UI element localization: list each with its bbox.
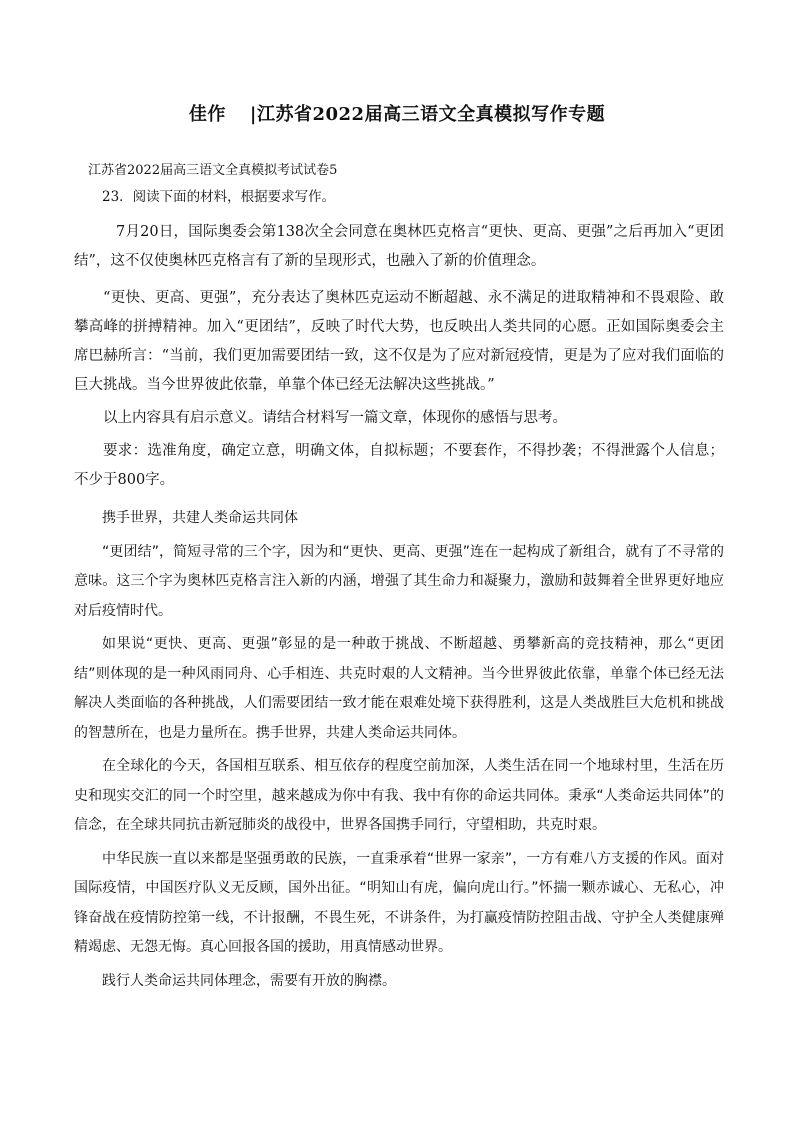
essay-paragraph-5: 践行人类命运共同体理念，需要有开放的胸襟。 xyxy=(102,972,396,989)
essay-paragraph-3: 在全球化的今天，各国相互联系、相互依存的程度空前加深，人类生活在同一个地球村里，生活在历史和现实交汇的同一个时空里，越来越成为你中有我、我中有你的命运共同体。秉承“人类命运共同体”的信念，在全球共同抗击新冠肺炎的战役中，世界各国携手同行，守望相助，共克时艰。 xyxy=(74,758,724,833)
page-title xyxy=(0,100,794,126)
question-number: 23．阅读下面的材料，根据要求写作。 xyxy=(102,189,336,205)
material-block xyxy=(74,218,724,495)
material-paragraph-3: 以上内容具有启示意义。请结合材料写一篇文章，体现你的感悟与思考。 xyxy=(103,410,567,426)
essay-paragraph-2: 如果说“更快、更高、更强”彰显的是一种敢于挑战、不断超越、勇攀新高的竞技精神，那么“更团结”则体现的是一种风雨同舟、心手相连、共克时艰的人文精神。当今世界彼此依靠，单靠个体已经无法解决人类面临的各种挑战，人们需要团结一致才能在艰难处境下获得胜利，这是人类战胜巨大危机和挑战的智慧所在，也是力量所在。携手世界，共建人类命运共同体。 xyxy=(74,636,724,741)
essay-paragraph-1: “更团结”，简短寻常的三个字，因为和“更快、更高、更强”连在一起构成了新组合，就有了不寻常的意味。这三个字为奥林匹克格言注入新的内涵，增强了其生命力和凝聚力，激励和鼓舞着全世界更好地应对后疫情时代。 xyxy=(74,543,724,619)
material-paragraph-2: “更快、更高、更强”，充分表达了奥林匹克运动不断超越、永不满足的进取精神和不畏艰险、敢攀高峰的拼搏精神。加入“更团结”，反映了时代大势，也反映出人类共同的心愿。正如国际奥委会主席巴赫所言：“当前，我们更加需要团结一致，这不仅是为了应对新冠疫情，更是为了应对我们面临的巨大挑战。当今世界彼此依靠，单靠个体已经无法解决这些挑战。” xyxy=(74,290,724,393)
essay-paragraph-4: 中华民族一直以来都是坚强勇敢的民族，一直秉承着“世界一家亲”，一方有难八方支援的作风。面对国际疫情，中国医疗队义无反顾，国外出征。“明知山有虎，偏向虎山行。”怀揣一颗赤诚心、无私心，冲锋奋战在疫情防控第一线，不计报酬，不畏生死，不讲条件，为打赢疫情防控阻击战、守护全人类健康殚精竭虑、无怨无悔。真心回报各国的援助，用真情感动世界。 xyxy=(74,850,724,955)
title-text: |江苏省2022届高三语文全真模拟写作专题 xyxy=(249,104,606,125)
source-line: 江苏省2022届高三语文全真模拟考试试卷5 xyxy=(88,163,338,178)
material-paragraph-4: 要求：选准角度，确定立意，明确文体，自拟标题；不要套作，不得抄袭；不得泄露个人信息；不少于800字。 xyxy=(74,443,724,488)
material-paragraph-1: 7月20日，国际奥委会第138次全会同意在奥林匹克格言“更快、更高、更强”之后再加入“更团结”，这不仅使奥林匹克格言有了新的呈现形式，也融入了新的价值理念。 xyxy=(74,224,724,269)
essay-title: 携手世界，共建人类命运共同体 xyxy=(102,510,298,526)
essay-block xyxy=(74,504,724,996)
title-label: 佳作 xyxy=(188,104,226,125)
